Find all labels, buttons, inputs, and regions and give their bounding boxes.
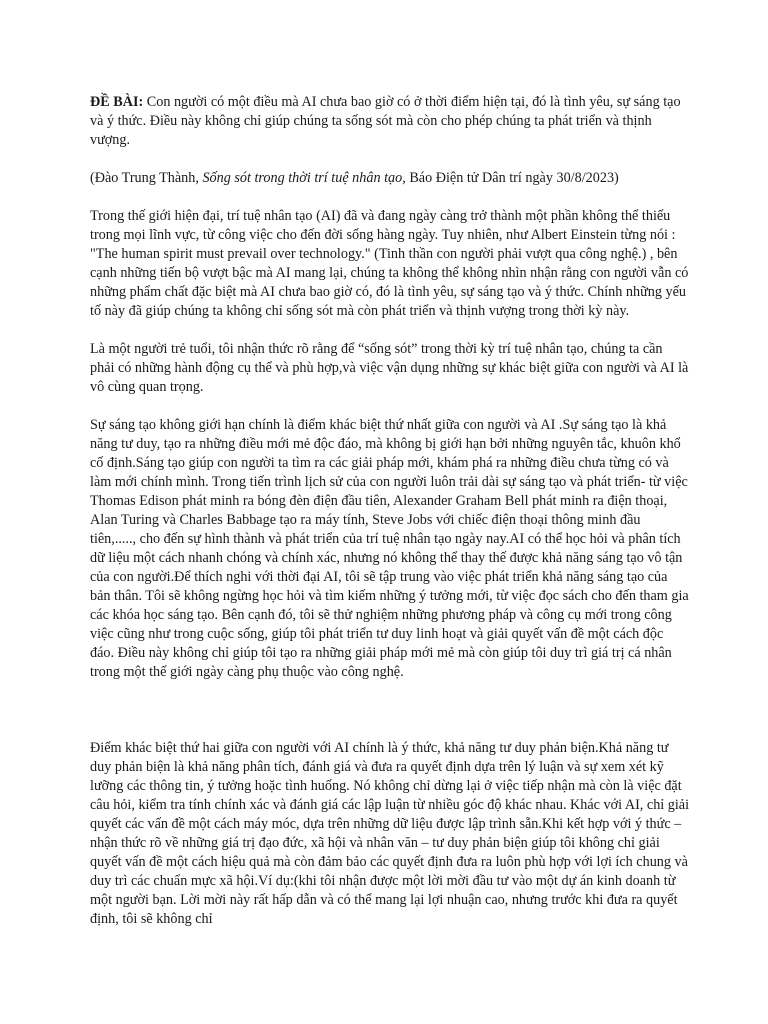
paragraph-introduction: Trong thế giới hiện đại, trí tuệ nhân tạo (AI) đã và đang ngày càng trở thành một phần không thể thiếu trong mọi lĩnh vực, từ công việc cho đến đời sống hàng ngày. Tuy nhiên, như Albert Einstein từng nói : "The human spirit must prevail over technology." (Tinh thần con người phải vượt qua công nghệ.) , bên cạnh những tiến bộ vượt bậc mà AI mang lại, chúng ta không thể không nhìn nhận rằng con người vẫn có những phẩm chất đặc biệt mà AI chưa bao giờ có, đó là tình yêu, sự sáng tạo và ý thức. Chính những yếu tố này đã giúp chúng ta không chỉ sống sót mà còn phát triển và thịnh vượng trong thời kỳ này. [90, 208, 689, 319]
paragraph-creativity: Sự sáng tạo không giới hạn chính là điểm khác biệt thứ nhất giữa con người và AI .Sự sáng tạo là khả năng tư duy, tạo ra những điều mới mẻ độc đáo, mà không bị giới hạn bởi những nguyên tắc, khuôn khổ cố định.Sáng tạo giúp con người ta tìm ra các giải pháp mới, khám phá ra những điều chưa từng có và làm mới chính mình. Trong tiến trình lịch sử của con người luôn trải dài sự sáng tạo và phát triển- từ việc Thomas Edison phát minh ra bóng đèn điện đầu tiên, Alexander Graham Bell phát minh ra điện thoại, Alan Turing và Charles Babbage tạo ra máy tính, Steve Jobs với chiếc điện thoại thông minh đầu tiên,....., cho đến sự hình thành và phát triển của trí tuệ nhân tạo ngày nay.AI có thể học hỏi và phân tích dữ liệu một cách nhanh chóng và chính xác, nhưng nó không thể thay thế được khả năng sáng tạo vô tận của con người.Để thích nghi với thời đại AI, tôi sẽ tập trung vào việc phát triển khả năng sáng tạo của bản thân. Tôi sẽ không ngừng học hỏi và tìm kiếm những ý tưởng mới, từ việc đọc sách cho đến tham gia các khóa học sáng tạo. Bên cạnh đó, tôi sẽ thử nghiệm những phương pháp và công cụ mới trong công việc cũng như trong cuộc sống, giúp tôi phát triển tư duy linh hoạt và giải quyết vấn đề một cách độc đáo. Điều này không chỉ giúp tôi tạo ra những giải pháp mới mẻ mà còn giúp tôi duy trì giá trị cá nhân trong một thế giới ngày càng phụ thuộc vào công nghệ. [90, 417, 689, 680]
paragraph-consciousness: Điểm khác biệt thứ hai giữa con người với AI chính là ý thức, khả năng tư duy phản biện.Khả năng tư duy phản biện là khả năng phân tích, đánh giá và đưa ra quyết định dựa trên lý luận và sự xem xét kỹ lưỡng các thông tin, ý tưởng hoặc tình huống. Nó không chỉ dừng lại ở việc tiếp nhận mà còn là việc đặt câu hỏi, kiểm tra tính chính xác và đánh giá các lập luận từ nhiều góc độ khác nhau. Khác với AI, chỉ giải quyết các vấn đề một cách máy móc, dựa trên những dữ liệu được lập trình sẵn.Khi kết hợp với ý thức – nhận thức rõ về những giá trị đạo đức, xã hội và nhân văn – tư duy phản biện giúp tôi không chỉ giải quyết vấn đề một cách hiệu quả mà còn đảm bảo các quyết định đưa ra luôn phù hợp với lợi ích chung và duy trì các chuẩn mực xã hội.Ví dụ:(khi tôi nhận được một lời mời đầu tư vào một dự án kinh doanh từ một người bạn. Lời mời này rất hấp dẫn và có thể mang lại lợi nhuận cao, nhưng trước khi đưa ra quyết định, tôi sẽ không chỉ [90, 740, 690, 927]
prompt-text: Con người có một điều mà AI chưa bao giờ có ở thời điểm hiện tại, đó là tình yêu, sự sáng tạo và ý thức. Điều này không chỉ giúp chúng ta sống sót mà còn cho phép chúng ta phát triển và thịnh vượng. [90, 94, 681, 148]
citation-suffix: Báo Điện tử Dân trí ngày 30/8/2023) [405, 170, 619, 186]
paragraph-thesis: Là một người trẻ tuổi, tôi nhận thức rõ rằng để “sống sót” trong thời kỳ trí tuệ nhân tạo, chúng ta cần phải có những hành động cụ thể và phù hợp,và việc vận dụng những sự khác biệt giữa con người và AI là vô cùng quan trọng. [90, 341, 689, 395]
citation-title: Sống sót trong thời trí tuệ nhân tạo, [202, 170, 406, 186]
citation [90, 169, 690, 188]
document-page [90, 93, 690, 948]
prompt-paragraph [90, 93, 690, 150]
prompt-label: ĐỀ BÀI: [90, 94, 144, 110]
citation-prefix: (Đào Trung Thành, [90, 170, 203, 186]
blank-space [90, 701, 690, 739]
